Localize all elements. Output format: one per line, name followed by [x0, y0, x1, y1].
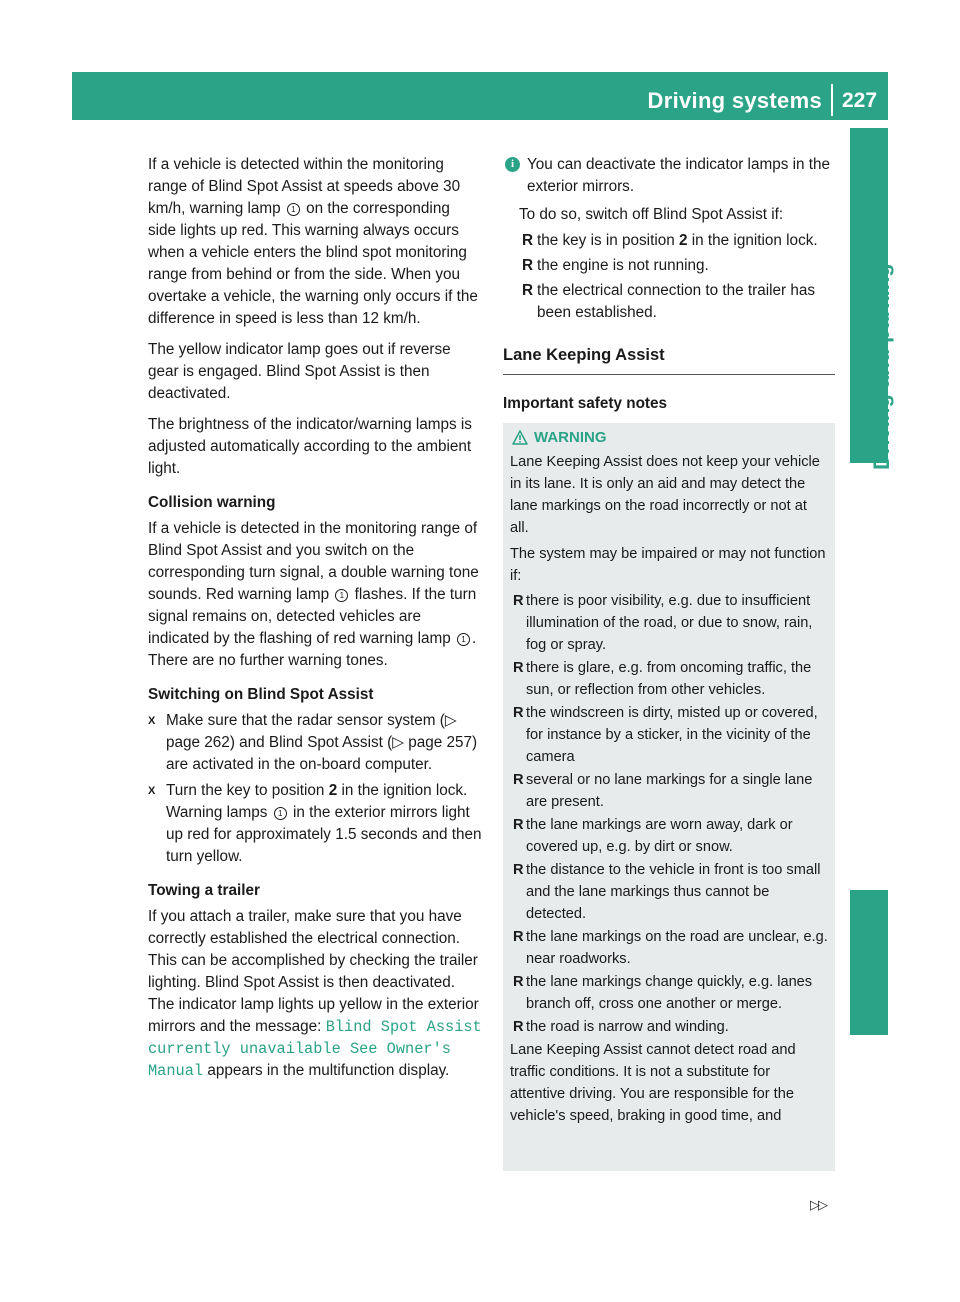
text: If you attach a trailer, make sure that you have correctly established the electrical connection. This can be accomplished by checking the trailer lighting. Blind Spot Assist is then deactivated. The indicator lamp lights up yellow in the exterior mirrors and the message: [148, 908, 479, 1035]
bullet-icon: R [513, 1019, 524, 1035]
text: the road is narrow and winding. [526, 1019, 729, 1035]
key-position: 2 [328, 782, 338, 799]
page-number: 227 [842, 89, 878, 112]
text: appears in the multifunction display. [207, 1062, 450, 1079]
text: the lane markings are worn away, dark or covered up, e.g. by dirt or snow. [526, 817, 793, 855]
text: in the ignition lock. [691, 232, 818, 249]
text: the lane markings change quickly, e.g. lanes branch off, cross one another or merge. [526, 974, 813, 1012]
step-arrow-icon: X [148, 785, 156, 797]
step-item [148, 780, 482, 868]
info-body [503, 204, 835, 324]
warning-text: Lane Keeping Assist cannot detect road and traffic conditions. It is not a substitute for attentive driving. You are responsible for the vehicle's speed, braking in good time, and [510, 1042, 796, 1124]
bullet-icon: R [513, 593, 524, 609]
page-reference-link[interactable]: ▷ page 257 [392, 734, 473, 751]
warning-triangle-icon [512, 430, 528, 445]
heading-switching-on: Switching on Blind Spot Assist [148, 686, 374, 703]
key-position: 2 [679, 232, 688, 249]
text: there is poor visibility, e.g. due to insufficient illumination of the road, or due to snow, rain, fog or spray. [526, 593, 813, 653]
list-item [510, 1016, 829, 1038]
info-icon: i [505, 157, 520, 172]
text: several or no lane markings for a single lane are present. [526, 772, 813, 810]
list-item [510, 702, 829, 768]
text: . There are no further warning tones. [148, 630, 477, 669]
list-item [519, 280, 835, 324]
info-note [503, 154, 835, 198]
display-message: Blind Spot Assist currently unavailable See Owner's Manual [148, 1018, 482, 1080]
step-item [148, 710, 482, 776]
list-item [510, 590, 829, 656]
text: the electrical connection to the trailer has been established. [537, 282, 816, 321]
text: the windscreen is dirty, misted up or covered, for instance by a sticker, in the vicinity of the camera [526, 705, 818, 765]
paragraph-collision [148, 518, 482, 672]
info-text: You can deactivate the indicator lamps in the exterior mirrors. [527, 156, 831, 195]
text: If a vehicle is detected within the monitoring range of Blind Spot Assist at speeds above 30 km/h, warning lamp [148, 156, 461, 217]
header-divider [831, 84, 833, 116]
warning-list [510, 590, 829, 1038]
heading-safety-notes: Important safety notes [503, 395, 668, 412]
text: on the corresponding side lights up red. This warning always occurs when a vehicle enters the blind spot monitoring range from behind or from the side. When you overtake a vehicle, the warning only occurs if the difference in speed is less than 12 km/h. [148, 200, 478, 327]
paragraph-towing [148, 906, 482, 1082]
warning-lamp-icon: 1 [287, 203, 300, 216]
list-item [510, 814, 829, 858]
bullet-icon: R [522, 232, 534, 249]
list-item [510, 971, 829, 1015]
text: Make sure that the radar sensor system ( [166, 712, 445, 729]
text: the distance to the vehicle in front is too small and the lane markings thus cannot be detected. [526, 862, 821, 922]
heading-collision-warning: Collision warning [148, 494, 276, 511]
text: the engine is not running. [537, 257, 709, 274]
warning-box [503, 423, 835, 1171]
text: in the ignition lock. [341, 782, 468, 799]
text: ) are activated in the on-board computer. [166, 734, 478, 773]
side-tab-block [850, 890, 888, 1035]
list-item [510, 769, 829, 813]
warning-text: The system may be impaired or may not function if: [510, 546, 826, 584]
text: ) and Blind Spot Assist ( [229, 734, 393, 751]
text: there is glare, e.g. from oncoming traffic, the sun, or reflection from other vehicles. [526, 660, 812, 698]
side-tab-label: Driving and parking [869, 263, 894, 470]
text: Warning lamps [166, 804, 268, 821]
bullet-icon: R [513, 705, 524, 721]
paragraph-warning-lamp [148, 154, 482, 330]
text: WARNING [534, 429, 607, 446]
bullet-icon: R [522, 282, 534, 299]
text: in the exterior mirrors light up red for approximately 1.5 seconds and then turn yellow. [166, 804, 482, 865]
text: the lane markings on the road are unclear, e.g. near roadworks. [526, 929, 828, 967]
list-item [519, 230, 835, 252]
bullet-icon: R [513, 772, 524, 788]
step-arrow-icon: X [148, 715, 156, 727]
warning-text: Lane Keeping Assist does not keep your vehicle in its lane. It is only an aid and may detect the lane markings on the road incorrectly or not at all. [510, 454, 820, 536]
bullet-icon: R [522, 257, 534, 274]
list-item [519, 255, 835, 277]
text: the key is in position [537, 232, 675, 249]
text: If a vehicle is detected in the monitoring range of Blind Spot Assist and you switch on the corresponding turn signal, a double warning tone sounds. Red warning lamp [148, 520, 479, 603]
page-reference-link[interactable]: ▷ page 262 [166, 712, 457, 751]
text: Turn the key to position [166, 782, 325, 799]
list-item [510, 859, 829, 925]
warning-title [510, 427, 829, 449]
warning-lamp-icon: 1 [274, 807, 287, 820]
heading-lane-keeping-assist: Lane Keeping Assist [503, 344, 835, 375]
warning-lamp-icon: 1 [457, 633, 470, 646]
bullet-icon: R [513, 929, 524, 945]
chapter-title: Driving systems [647, 88, 822, 113]
paragraph-reverse-gear: The yellow indicator lamp goes out if reverse gear is engaged. Blind Spot Assist is then deactivated. [148, 341, 451, 402]
heading-towing: Towing a trailer [148, 882, 260, 899]
info-text: To do so, switch off Blind Spot Assist if: [519, 206, 784, 223]
list-item [510, 657, 829, 701]
continue-arrow-icon: ▷▷ [810, 1197, 826, 1212]
left-column [148, 154, 482, 1082]
bullet-icon: R [513, 660, 524, 676]
right-column [503, 154, 835, 1171]
text: flashes. If the turn signal remains on, detected vehicles are indicated by the flashing of red warning lamp [148, 586, 477, 647]
paragraph-brightness: The brightness of the indicator/warning lamps is adjusted automatically according to the ambient light. [148, 416, 472, 477]
warning-lamp-icon: 1 [335, 589, 348, 602]
bullet-icon: R [513, 817, 524, 833]
bullet-icon: R [513, 974, 524, 990]
list-item [510, 926, 829, 970]
bullet-icon: R [513, 862, 524, 878]
